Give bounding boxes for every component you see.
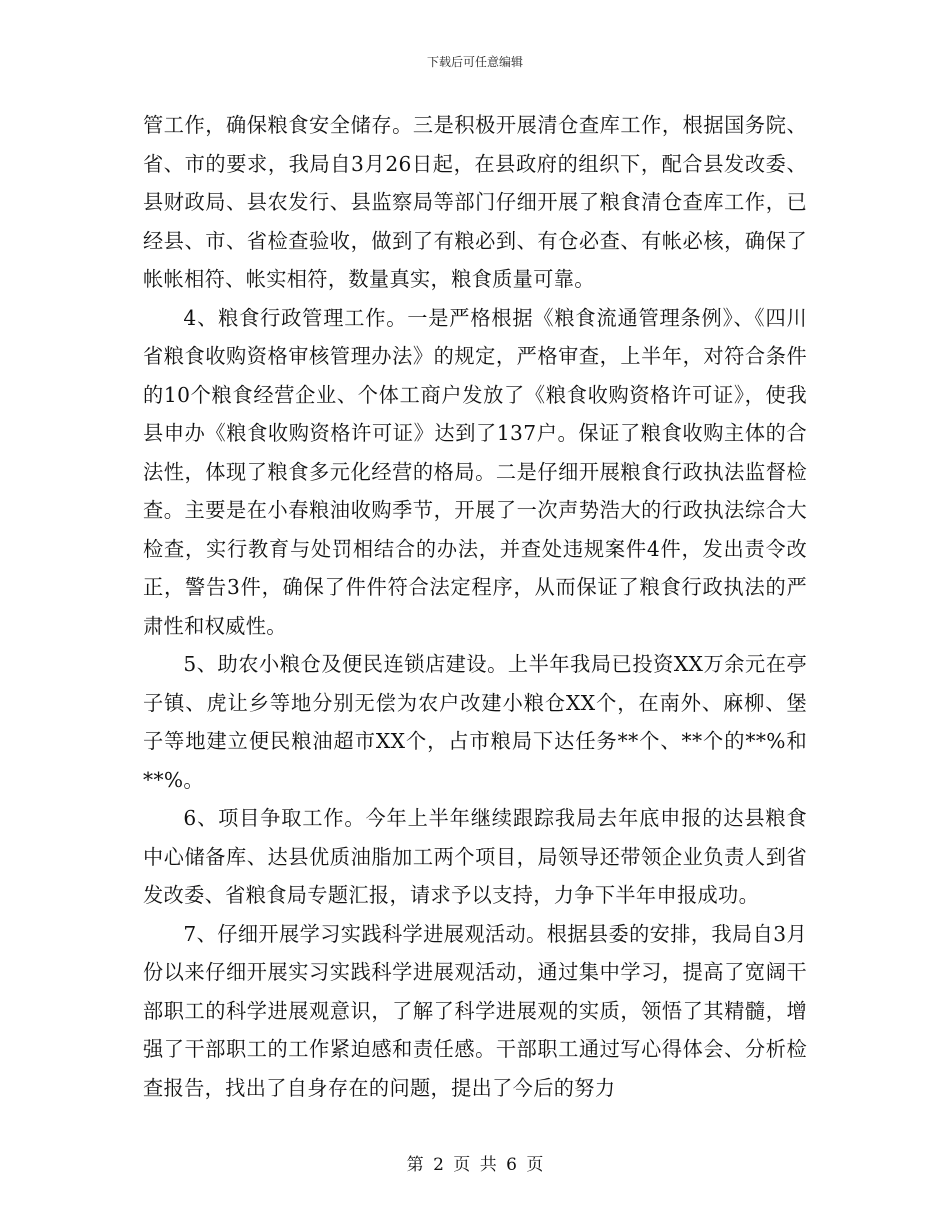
paragraph-4: 6、项目争取工作。今年上半年继续跟踪我局去年底申报的达县粮食中心储备库、达县优质油脂加工两个项目，局领导还带领企业负责人到省发改委、省粮食局专题汇报，请求予以支持，力争下半年申报成功。 xyxy=(143,806,807,907)
paragraph-5: 7、仔细开展学习实践科学进展观活动。根据县委的安排，我局自3月份以来仔细开展实习实践科学进展观活动，通过集中学习，提高了宽阔干部职工的科学进展观意识，了解了科学进展观的实质，领悟了其精髓，增强了干部职工的工作紧迫感和责任感。干部职工通过写心得体会、分析检查报告，找出了自身存在的问题，提出了今后的努力 xyxy=(143,921,807,1100)
paragraph-1: 管工作，确保粮食安全储存。三是积极开展清仓查库工作，根据国务院、省、市的要求，我局自3月26日起，在县政府的组织下，配合县发改委、县财政局、县农发行、县监察局等部门仔细开展了粮食清仓查库工作，已经县、市、省检查验收，做到了有粮必到、有仓必查、有帐必核，确保了帐帐相符、帐实相符，数量真实，粮食质量可靠。 xyxy=(143,113,807,291)
paragraph-3: 5、助农小粮仓及便民连锁店建设。上半年我局已投资XX万余元在亭子镇、虎让乡等地分别无偿为农户改建小粮仓XX个，在南外、麻柳、堡子等地建立便民粮油超市XX个，占市粮局下达任务**个、**个的**%和**%。 xyxy=(143,652,807,792)
page-header: 下载后可任意编辑 xyxy=(426,55,523,69)
page-number-footer: 第 2 页 共 6 页 xyxy=(406,1155,544,1175)
document-body xyxy=(143,106,807,1107)
paragraph-2: 4、粮食行政管理工作。一是严格根据《粮食流通管理条例》、《四川省粮食收购资格审核管理办法》的规定，严格审查，上半年，对符合条件的10个粮食经营企业、个体工商户发放了《粮食收购资格许可证》，使我县申办《粮食收购资格许可证》达到了137户。保证了粮食收购主体的合法性，体现了粮食多元化经营的格局。二是仔细开展粮食行政执法监督检查。主要是在小春粮油收购季节，开展了一次声势浩大的行政执法综合大检查，实行教育与处罚相结合的办法，并查处违规案件4件，发出责令改正，警告3件，确保了件件符合法定程序，从而保证了粮食行政执法的严肃性和权威性。 xyxy=(143,305,807,638)
